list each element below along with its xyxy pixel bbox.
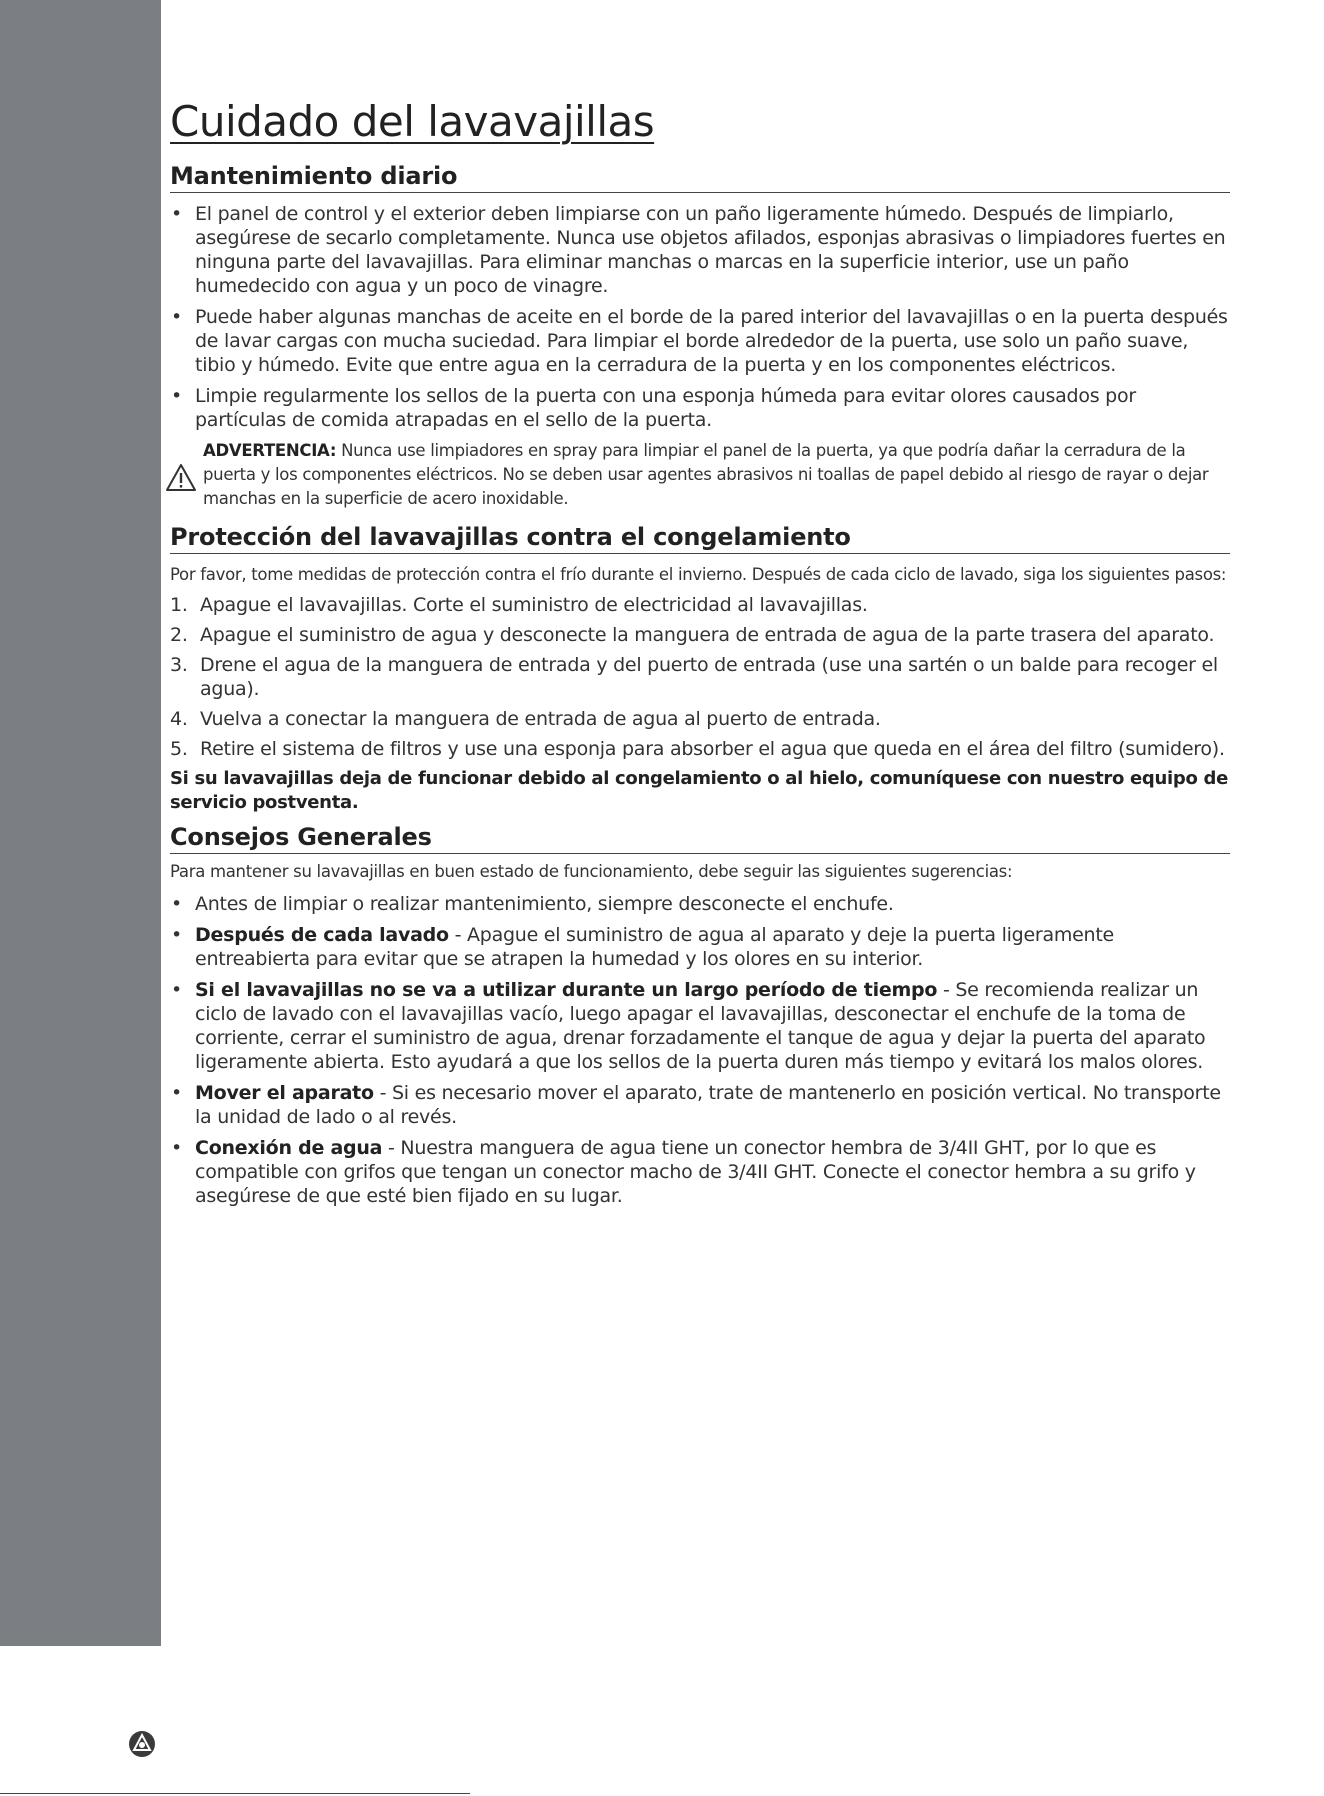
warning-text: Nunca use limpiadores en spray para limpiar el panel de la puerta, ya que podría dañar la cerradura de la puerta y los componentes eléctricos. No se deben usar agentes abrasivos ni toallas de papel debido al riesgo de rayar o dejar manchas en la superficie de acero inoxidable. bbox=[203, 441, 1209, 508]
list-item: • Si el lavavajillas no se va a utilizar durante un largo período de tiempo - Se recomienda realizar un ciclo de lavado con el lavavajillas vacío, luego apagar el lavavajillas, desconectar el enchufe de la toma de corriente, cerrar el suministro de agua, drenar forzadamente el tanque de agua y dejar la puerta del aparato ligeramente abierta. Esto ayudará a que los sellos de la puerta duren más tiempo y evitará los malos olores. bbox=[171, 979, 1206, 1073]
freeze-intro: Por favor, tome medidas de protección contra el frío durante el invierno. Después de cada ciclo de lavado, siga los siguientes pasos: bbox=[170, 565, 1227, 584]
warning-label: ADVERTENCIA: bbox=[203, 441, 337, 460]
step-item: 1. Apague el lavavajillas. Corte el suministro de electricidad al lavavajillas. bbox=[170, 594, 868, 616]
footer-rule bbox=[0, 1793, 470, 1794]
freeze-steps bbox=[170, 593, 1230, 761]
list-item: • Conexión de agua - Nuestra manguera de agua tiene un conector hembra de 3/4II GHT, por lo que es compatible con grifos que tengan un conector macho de 3/4II GHT. Conecte el conector hembra a su grifo y asegúrese de que esté bien fijado en su lugar. bbox=[171, 1137, 1196, 1207]
list-item: • Puede haber algunas manchas de aceite en el borde de la pared interior del lavavajillas o en la puerta después de lavar cargas con mucha suciedad. Para limpiar el borde alrededor de la puerta, use solo un paño suave, tibio y húmedo. Evite que entre agua en la cerradura de la puerta y en los componentes eléctricos. bbox=[171, 306, 1228, 376]
freeze-note: Si su lavavajillas deja de funcionar debido al congelamiento o al hielo, comuníquese con nuestro equipo de servicio postventa. bbox=[170, 768, 1228, 813]
daily-list bbox=[170, 202, 1230, 432]
heading-daily-maintenance: Mantenimiento diario bbox=[170, 160, 1230, 193]
brand-logo-icon bbox=[128, 1730, 156, 1758]
list-item: • Antes de limpiar o realizar mantenimiento, siempre desconecte el enchufe. bbox=[171, 893, 894, 915]
list-item: • Mover el aparato - Si es necesario mover el aparato, trate de mantenerlo en posición vertical. No transporte la unidad de lado o al revés. bbox=[171, 1082, 1221, 1128]
step-item: 4. Vuelva a conectar la manguera de entrada de agua al puerto de entrada. bbox=[170, 708, 881, 730]
warning-triangle-icon bbox=[165, 463, 197, 493]
step-item: 2. Apague el suministro de agua y desconecte la manguera de entrada de agua de la parte trasera del aparato. bbox=[170, 624, 1215, 646]
list-item: • Después de cada lavado - Apague el suministro de agua al aparato y deje la puerta ligeramente entreabierta para evitar que se atrapen la humedad y los olores en su interior. bbox=[171, 924, 1114, 970]
side-band bbox=[0, 0, 161, 1646]
page-content bbox=[170, 92, 1230, 1215]
tips-list bbox=[170, 892, 1230, 1208]
heading-freeze-protection: Protección del lavavajillas contra el congelamiento bbox=[170, 521, 1230, 554]
step-item: 5. Retire el sistema de filtros y use una esponja para absorber el agua que queda en el área del filtro (sumidero). bbox=[170, 738, 1225, 760]
warning-box bbox=[170, 439, 1230, 511]
tips-intro: Para mantener su lavavajillas en buen estado de funcionamiento, debe seguir las siguientes sugerencias: bbox=[170, 862, 1013, 881]
page-title: Cuidado del lavavajillas bbox=[170, 97, 655, 146]
heading-general-tips: Consejos Generales bbox=[170, 821, 1230, 854]
step-item: 3. Drene el agua de la manguera de entrada y del puerto de entrada (use una sartén o un balde para recoger el agua). bbox=[170, 654, 1218, 700]
list-item: • El panel de control y el exterior deben limpiarse con un paño ligeramente húmedo. Después de limpiarlo, asegúrese de secarlo completamente. Nunca use objetos afilados, esponjas abrasivas o limpiadores fuertes en ninguna parte del lavavajillas. Para eliminar manchas o marcas en la superficie interior, use un paño humedecido con agua y un poco de vinagre. bbox=[171, 203, 1226, 297]
list-item: • Limpie regularmente los sellos de la puerta con una esponja húmeda para evitar olores causados por partículas de comida atrapadas en el sello de la puerta. bbox=[171, 385, 1136, 431]
